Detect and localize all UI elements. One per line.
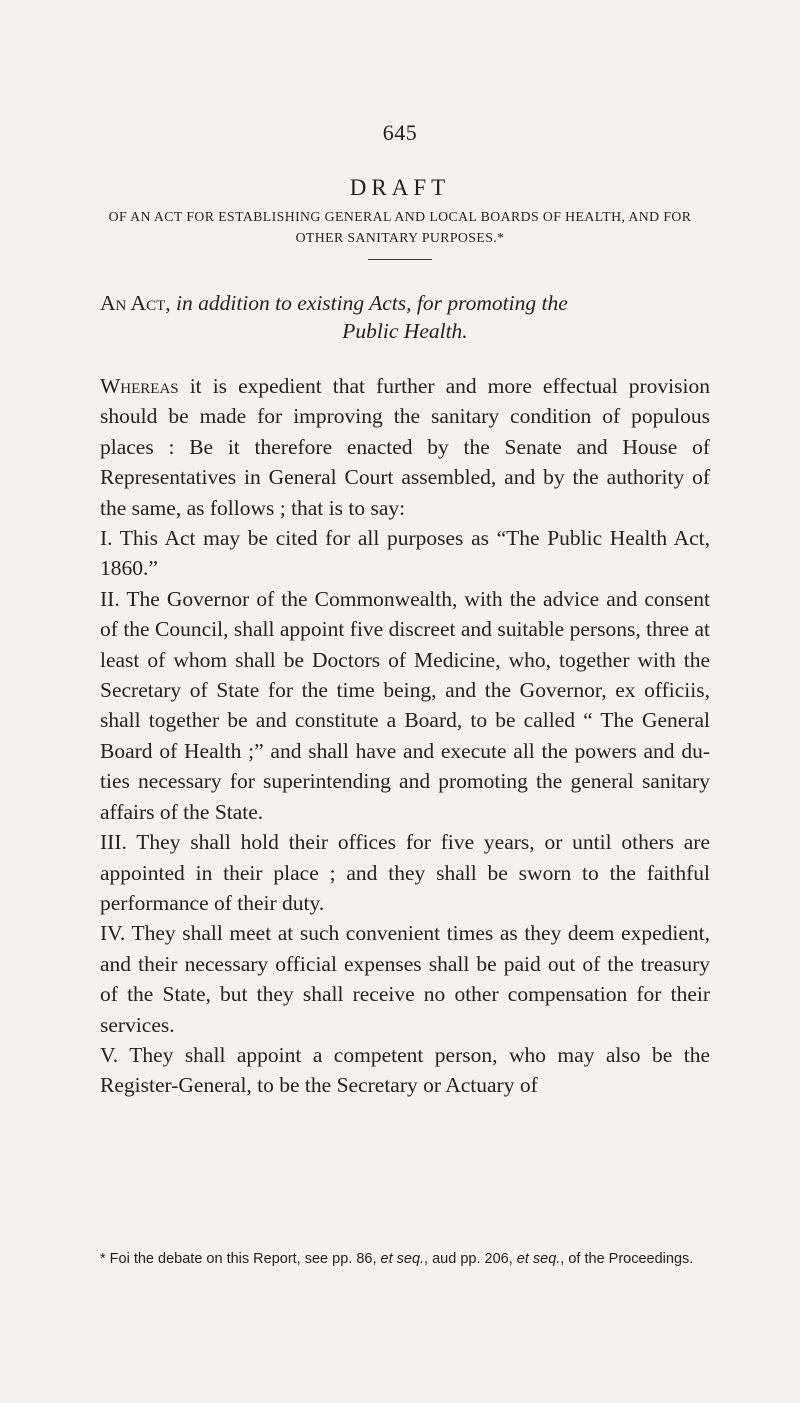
footnote-et-seq-2: et seq.: [516, 1251, 561, 1267]
preamble-text: it is expedient that further and more effectual provision should be made for improving the sanitary condition of populous places : Be it therefore enacted by the Senate and House of Representatives in General Court assembled, and by the authority of the same, as follows ; that is to say:: [100, 374, 710, 520]
title-divider: [368, 259, 432, 260]
act-heading-line2: Public Health.: [342, 319, 468, 343]
footnote-text: [100, 1250, 710, 1269]
preamble-lead: Whereas: [100, 374, 179, 398]
footnote: [100, 1250, 710, 1269]
section-4-paragraph: IV. They shall meet at such convenient times as they deem expedient, and their necessary official expenses shall be paid out of the treasury of the State, but they shall receive no other compensation for their services.: [100, 921, 710, 1037]
footnote-part-2: , aud pp. 206,: [424, 1251, 513, 1267]
footnote-et-seq-1: et seq.: [380, 1251, 425, 1267]
act-heading-lead: An Act,: [100, 291, 171, 315]
footnote-part-1: * Foi the debate on this Report, see pp. 86,: [100, 1251, 377, 1267]
preamble-paragraph: [100, 371, 710, 523]
section-1-paragraph: I. This Act may be cited for all purposes as “The Public Health Act, 1860.”: [100, 526, 710, 581]
act-body: [100, 371, 710, 1101]
section-2-paragraph: II. The Governor of the Commonwealth, with the advice and consent of the Council, shall appoint five discreet and suitable persons, three at least of whom shall be Doctors of Medicine, who, together with the Secretary of State for the time being, and the Governor, ex officiis, shall together be and constitute a Board, to be called “ The General Board of Health ;” and shall have and execute all the powers and du-ties necessary for superintending and promoting the general sanitary affairs of the State.: [100, 586, 710, 824]
act-heading-line1: in addition to existing Acts, for promoting the: [176, 291, 568, 315]
section-5-paragraph: V. They shall appoint a competent person, who may also be the Register-General, to be the Secretary or Actuary of: [100, 1042, 710, 1098]
act-heading: [100, 289, 710, 345]
footnote-part-3: , of the Proceedings.: [560, 1251, 694, 1267]
document-subtitle: OF AN ACT FOR ESTABLISHING GENERAL AND LOCAL BOARDS OF HEALTH, AND FOR OTHER SANITARY PURPOSES.*: [108, 209, 692, 245]
section-3-paragraph: III. They shall hold their offices for five years, or until others are appointed in their place ; and they shall be sworn to the faithful performance of their duty.: [100, 830, 710, 915]
page-number: 645: [382, 120, 418, 145]
document-title: DRAFT: [349, 175, 451, 200]
